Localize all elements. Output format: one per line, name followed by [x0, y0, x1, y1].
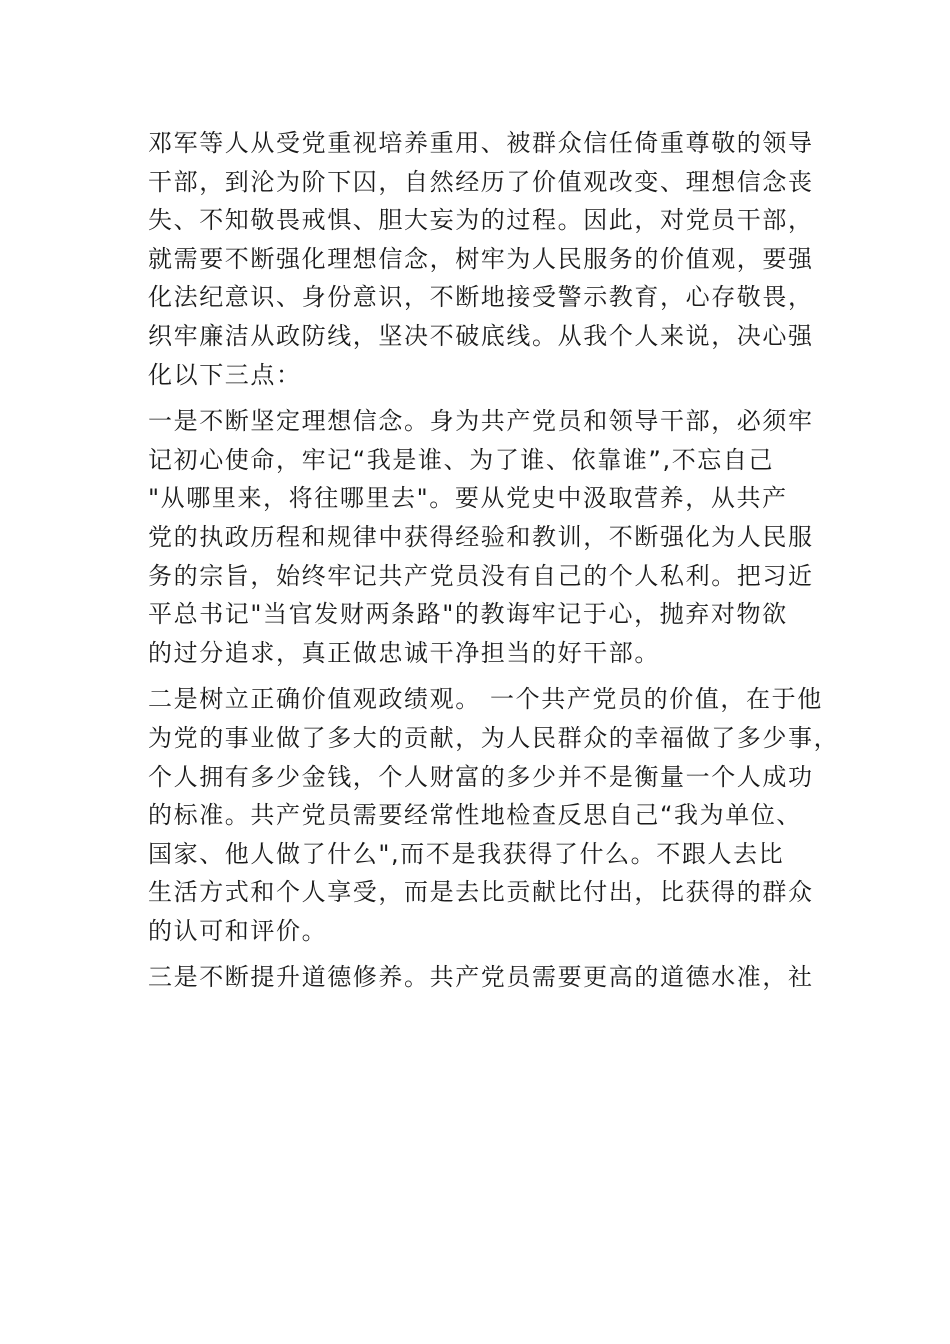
text-line: 国家、他人做了什么",而不是我获得了什么。不跟人去比 — [148, 839, 785, 868]
text-line: 平总书记"当官发财两条路"的教诲牢记于心，抛弃对物欲 — [148, 600, 788, 629]
text-line: 干部，到沦为阶下囚，自然经历了价值观改变、理想信念丧 — [148, 167, 814, 196]
text-line: 个人拥有多少金钱，个人财富的多少并不是衡量一个人成功 — [148, 762, 814, 791]
paragraph-point-three — [148, 958, 824, 997]
text-line: 生活方式和个人享受，而是去比贡献比付出，比获得的群众 — [148, 878, 814, 907]
text-line: 记初心使命，牢记“我是谁、为了谁、依靠谁”,不忘自己 — [148, 445, 775, 474]
text-line: 二是树立正确价值观政绩观。 一个共产党员的价值，在于他 — [148, 685, 823, 714]
text-line: 化以下三点： — [148, 360, 302, 389]
paragraph-intro — [148, 124, 824, 394]
paragraph-point-one — [148, 402, 824, 672]
text-line: 邓军等人从受党重视培养重用、被群众信任倚重尊敬的领导 — [148, 129, 814, 157]
text-line: 的认可和评价。 — [148, 916, 328, 945]
text-line: 就需要不断强化理想信念，树牢为人民服务的价值观，要强 — [148, 244, 814, 273]
document-body — [148, 124, 840, 1005]
text-line: 一是不断坚定理想信念。身为共产党员和领导干部，必须牢 — [148, 407, 814, 436]
text-line: 化法纪意识、身份意识，不断地接受警示教育，心存敬畏， — [148, 283, 814, 312]
text-line: 失、不知敬畏戒惧、胆大妄为的过程。因此，对党员干部， — [148, 206, 814, 235]
text-line: 为党的事业做了多大的贡献，为人民群众的幸福做了多少事， — [148, 723, 840, 752]
text-line: "从哪里来，将往哪里去"。要从党史中汲取营养，从共产 — [148, 484, 788, 513]
text-line: 的标准。共产党员需要经常性地检查反思自己“我为单位、 — [148, 801, 803, 830]
paragraph-point-two — [148, 680, 840, 950]
text-line: 三是不断提升道德修养。共产党员需要更高的道德水准，社 — [148, 963, 814, 992]
text-line: 务的宗旨，始终牢记共产党员没有自己的个人私利。把习近 — [148, 561, 814, 590]
text-line: 的过分追求，真正做忠诚干净担当的好干部。 — [148, 638, 660, 667]
text-line: 党的执政历程和规律中获得经验和教训，不断强化为人民服 — [148, 522, 814, 551]
text-line: 织牢廉洁从政防线，坚决不破底线。从我个人来说，决心强 — [148, 321, 814, 350]
